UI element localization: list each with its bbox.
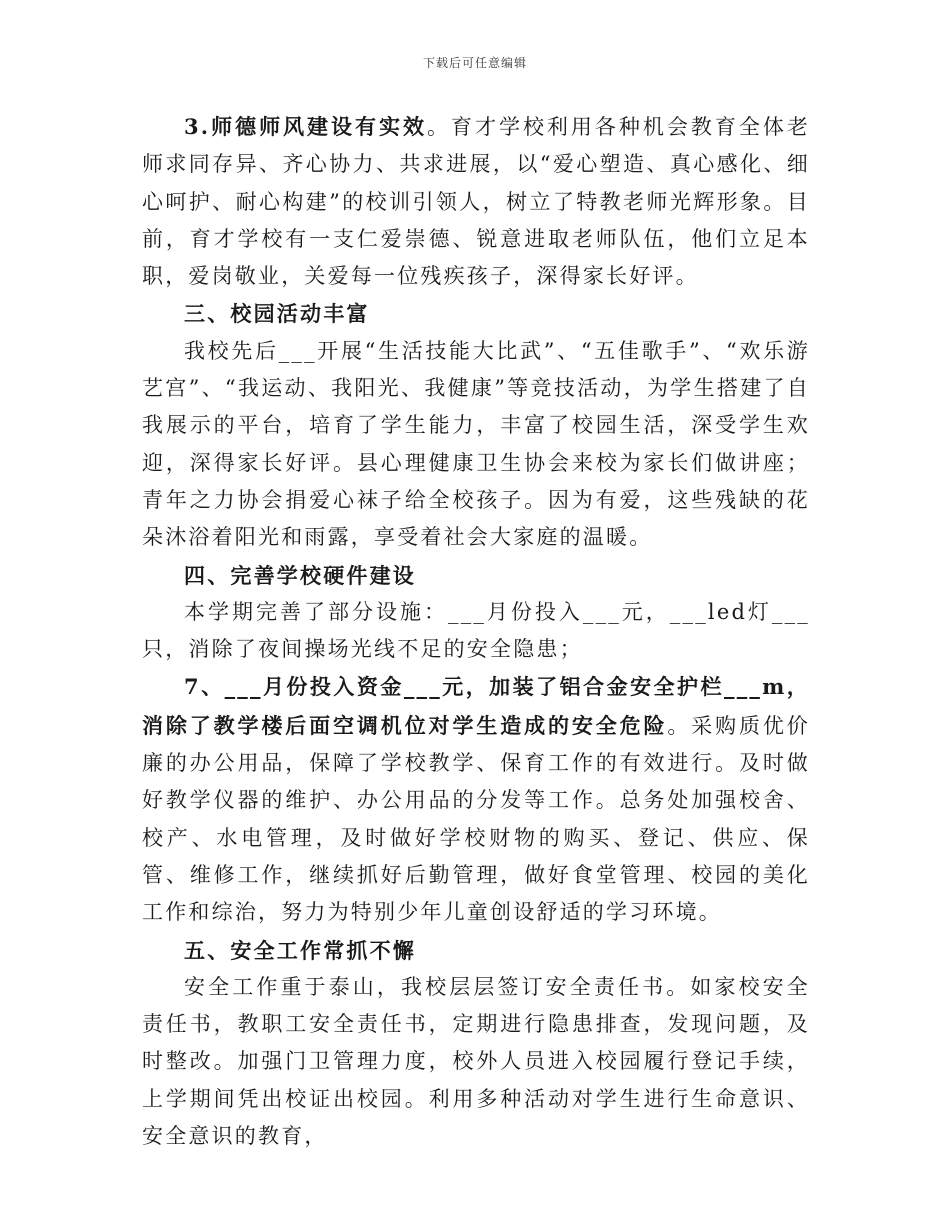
paragraph-campus-activities: 我校先后___开展“生活技能大比武”、“五佳歌手”、“欢乐游艺宫”、“我运动、我阳光、我健康”等竞技活动，为学生搭建了自我展示的平台，培育了学生能力，丰富了校园生活，深受学生欢迎，深得家长好评。县心理健康卫生协会来校为家长们做讲座；青年之力协会捐爱心袜子给全校孩子。因为有爱，这些残缺的花朵沐浴着阳光和雨露，享受着社会大家庭的温暖。 (142, 338, 810, 550)
section-heading-campus-activities: 三、校园活动丰富 (184, 301, 370, 327)
section-heading-safety: 五、安全工作常抓不懈 (184, 937, 416, 963)
paragraph-bold-lead: 3.师德师风建设有实效 (184, 114, 427, 139)
header-note: 下载后可任意编辑 (422, 56, 527, 70)
paragraph-safety-railing (142, 668, 810, 931)
document-body (142, 108, 810, 1155)
paragraph-text: 。采购质优价廉的办公用品，保障了学校教学、保育工作的有效进行。及时做好教学仪器的维护、办公用品的分发等工作。总务处加强校舍、校产、水电管理，及时做好学校财物的购买、登记、供应、保管、维修工作，继续抓好后勤管理，做好食堂管理、校园的美化工作和综治，努力为特别少年儿童创设舒适的学习环境。 (142, 713, 810, 925)
paragraph-bold-lead: 7、___月份投入资金___元，加装了铝合金安全护栏___m，消除了教学楼后面空调机位对学生造成的安全危险 (142, 674, 810, 738)
paragraph-facilities: 本学期完善了部分设施：___月份投入___元，___led灯___只，消除了夜间操场光线不足的安全隐患； (142, 599, 810, 662)
paragraph-teacher-ethics (142, 108, 810, 295)
paragraph-safety-work: 安全工作重于泰山，我校层层签订安全责任书。如家校安全责任书，教职工安全责任书，定期进行隐患排查，发现问题，及时整改。加强门卫管理力度，校外人员进入校园履行登记手续，上学期间凭出校证出校园。利用多种活动对学生进行生命意识、安全意识的教育， (142, 974, 810, 1149)
section-heading-hardware: 四、完善学校硬件建设 (184, 562, 416, 588)
paragraph-text: 。育才学校利用各种机会教育全体老师求同存异、齐心协力、共求进展，以“爱心塑造、真心感化、细心呵护、耐心构建”的校训引领人，树立了特教老师光辉形象。目前，育才学校有一支仁爱崇德、锐意进取老师队伍，他们立足本职，爱岗敬业，关爱每一位残疾孩子，深得家长好评。 (142, 115, 811, 289)
